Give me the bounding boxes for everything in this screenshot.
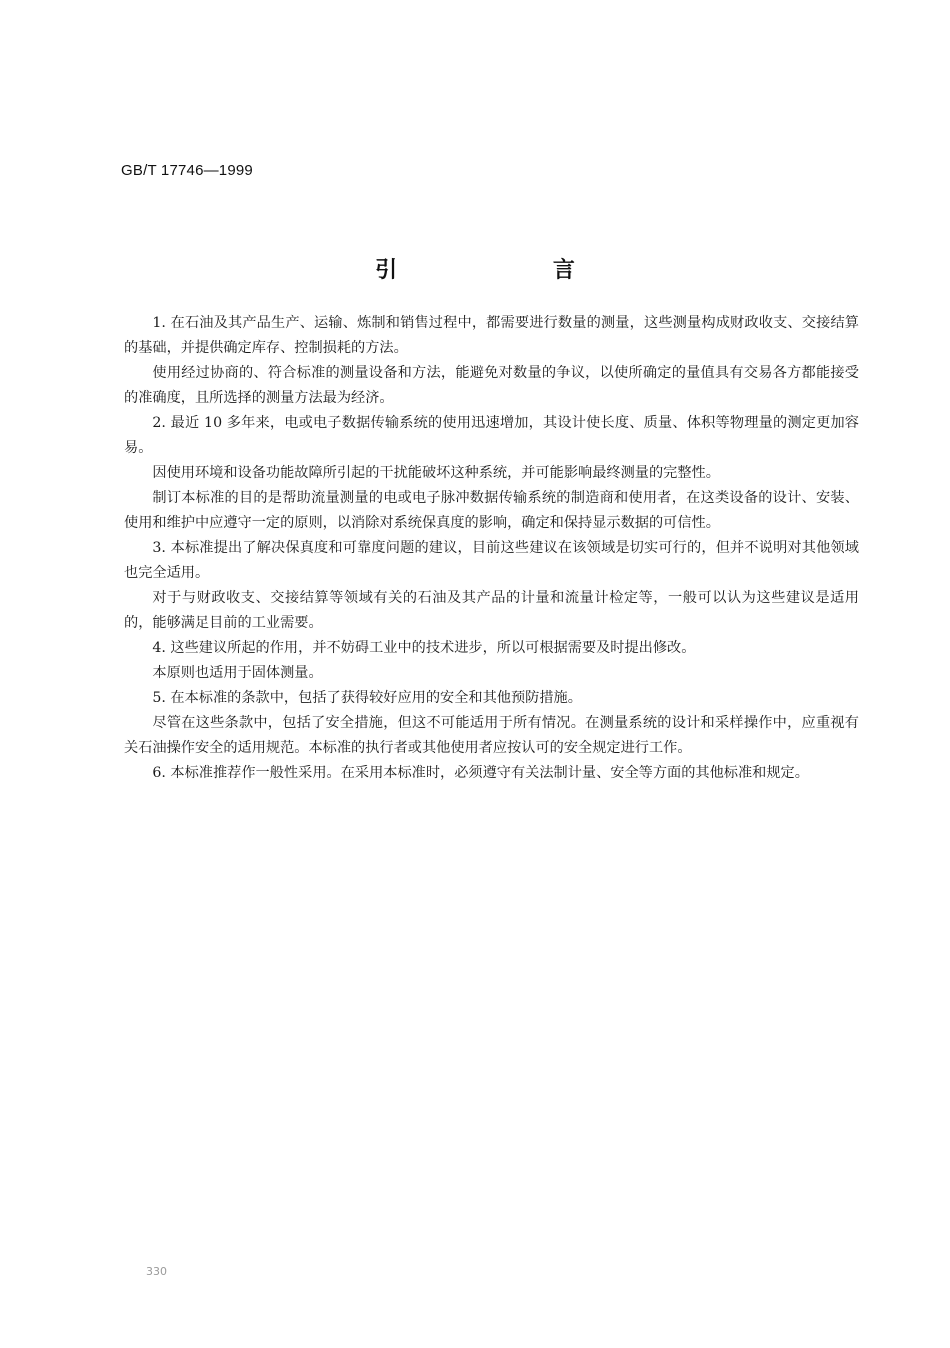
document-body — [124, 311, 859, 786]
paragraph-1: 1. 在石油及其产品生产、运输、炼制和销售过程中，都需要进行数量的测量，这些测量构成财政收支、交接结算的基础，并提供确定库存、控制损耗的方法。 — [124, 315, 859, 356]
paragraph-9: 本原则也适用于固体测量。 — [152, 665, 323, 681]
paragraph-4: 因使用环境和设备功能故障所引起的干扰能破坏这种系统，并可能影响最终测量的完整性。 — [152, 465, 720, 481]
paragraph-3: 2. 最近 10 多年来，电或电子数据传输系统的使用迅速增加，其设计使长度、质量、体积等物理量的测定更加容易。 — [124, 415, 859, 456]
paragraph-6: 3. 本标准提出了解决保真度和可靠度问题的建议，目前这些建议在该领域是切实可行的，但并不说明对其他领域也完全适用。 — [124, 540, 859, 581]
page-number: 330 — [146, 1265, 167, 1278]
paragraph-10: 5. 在本标准的条款中，包括了获得较好应用的安全和其他预防措施。 — [152, 690, 582, 706]
paragraph-7: 对于与财政收支、交接结算等领域有关的石油及其产品的计量和流量计检定等，一般可以认为这些建议是适用的，能够满足目前的工业需要。 — [124, 590, 859, 631]
paragraph-2: 使用经过协商的、符合标准的测量设备和方法，能避免对数量的争议，以使所确定的量值具有交易各方都能接受的准确度，且所选择的测量方法最为经济。 — [124, 365, 859, 406]
page-title: 引 言 — [375, 257, 649, 283]
paragraph-8: 4. 这些建议所起的作用，并不妨碍工业中的技术进步，所以可根据需要及时提出修改。 — [152, 640, 696, 656]
paragraph-11: 尽管在这些条款中，包括了安全措施，但这不可能适用于所有情况。在测量系统的设计和采样操作中，应重视有关石油操作安全的适用规范。本标准的执行者或其他使用者应按认可的安全规定进行工作。 — [124, 715, 859, 756]
paragraph-12: 6. 本标准推荐作一般性采用。在采用本标准时，必须遵守有关法制计量、安全等方面的其他标准和规定。 — [152, 765, 809, 781]
standard-code: GB/T 17746—1999 — [121, 162, 253, 179]
paragraph-5: 制订本标准的目的是帮助流量测量的电或电子脉冲数据传输系统的制造商和使用者，在这类设备的设计、安装、使用和维护中应遵守一定的原则，以消除对系统保真度的影响，确定和保持显示数据的可信性。 — [124, 490, 859, 531]
